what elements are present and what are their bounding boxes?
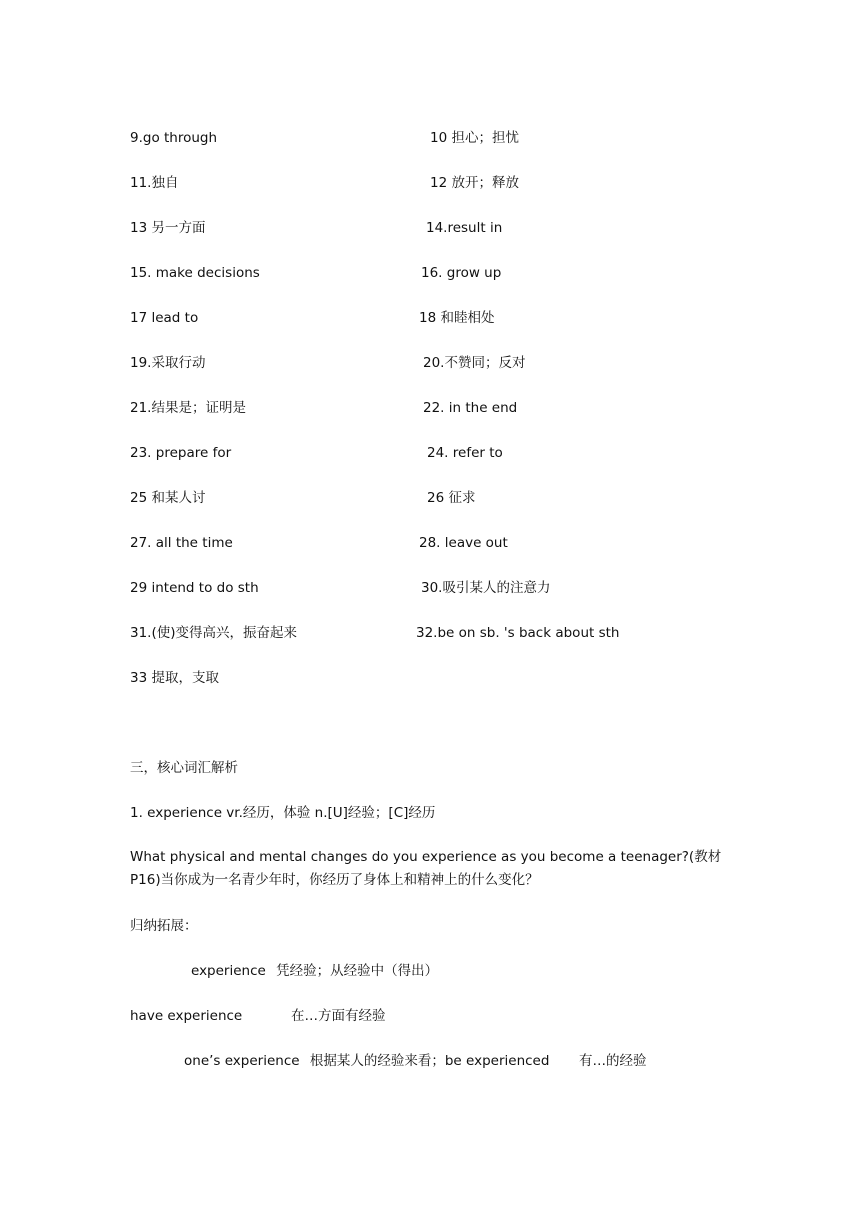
vocab-item-21: 21.结果是；证明是 xyxy=(130,400,246,416)
vocab-item-15: 15. make decisions xyxy=(130,265,260,281)
extension-phrase-1 xyxy=(191,961,438,981)
vocab-item-32: 32.be on sb. 's back about sth xyxy=(416,625,620,641)
vocab-item-26: 26 征求 xyxy=(427,490,476,506)
vocab-item-13: 13 另一方面 xyxy=(130,220,206,236)
extension-2-cn: 在…方面有经验 xyxy=(291,1008,386,1024)
vocab-item-25: 25 和某人讨 xyxy=(130,490,206,506)
entry-experience: 1. experience vr.经历，体验 n.[U]经验；[C]经历 xyxy=(130,805,436,821)
vocab-item-24: 24. refer to xyxy=(427,445,503,461)
vocab-item-19: 19.采取行动 xyxy=(130,355,206,371)
extension-1-en: experience xyxy=(191,963,266,979)
summary-label: 归纳拓展： xyxy=(130,918,198,934)
vocab-item-16: 16. grow up xyxy=(421,265,502,281)
vocab-item-30: 30.吸引某人的注意力 xyxy=(421,580,551,596)
vocab-item-28: 28. leave out xyxy=(419,535,508,551)
vocab-item-17: 17 lead to xyxy=(130,310,199,326)
vocab-item-10: 10 担心；担忧 xyxy=(430,130,519,146)
vocab-item-20: 20.不赞同；反对 xyxy=(423,355,526,371)
vocab-item-11: 11.独自 xyxy=(130,175,179,191)
vocab-item-18: 18 和睦相处 xyxy=(419,310,495,326)
vocab-item-14: 14.result in xyxy=(426,220,503,236)
vocab-item-12: 12 放开；释放 xyxy=(430,175,519,191)
vocab-item-29: 29 intend to do sth xyxy=(130,580,259,596)
extension-phrase-3 xyxy=(184,1051,549,1071)
extension-3-en: one’s experience xyxy=(184,1053,300,1069)
section-heading: 三，核心词汇解析 xyxy=(130,760,238,776)
extension-3-cn2: 有…的经验 xyxy=(579,1053,647,1069)
extension-2-en: have experience xyxy=(130,1008,243,1024)
vocab-item-27: 27. all the time xyxy=(130,535,233,551)
vocab-item-31: 31.(使)变得高兴，振奋起来 xyxy=(130,625,298,641)
vocab-item-33: 33 提取，支取 xyxy=(130,670,219,686)
vocab-item-22: 22. in the end xyxy=(423,400,518,416)
vocab-item-9: 9.go through xyxy=(130,130,218,146)
extension-1-cn: 凭经验；从经验中（得出） xyxy=(276,963,439,979)
vocab-item-23: 23. prepare for xyxy=(130,445,232,461)
extension-3-cn: 根据某人的经验来看；be experienced xyxy=(309,1053,550,1069)
example-sentence: What physical and mental changes do you experience as you become a teenager?(教材 P16)当你成为一名青少年时，你经历了身体上和精神上的什么变化？ xyxy=(130,849,722,888)
